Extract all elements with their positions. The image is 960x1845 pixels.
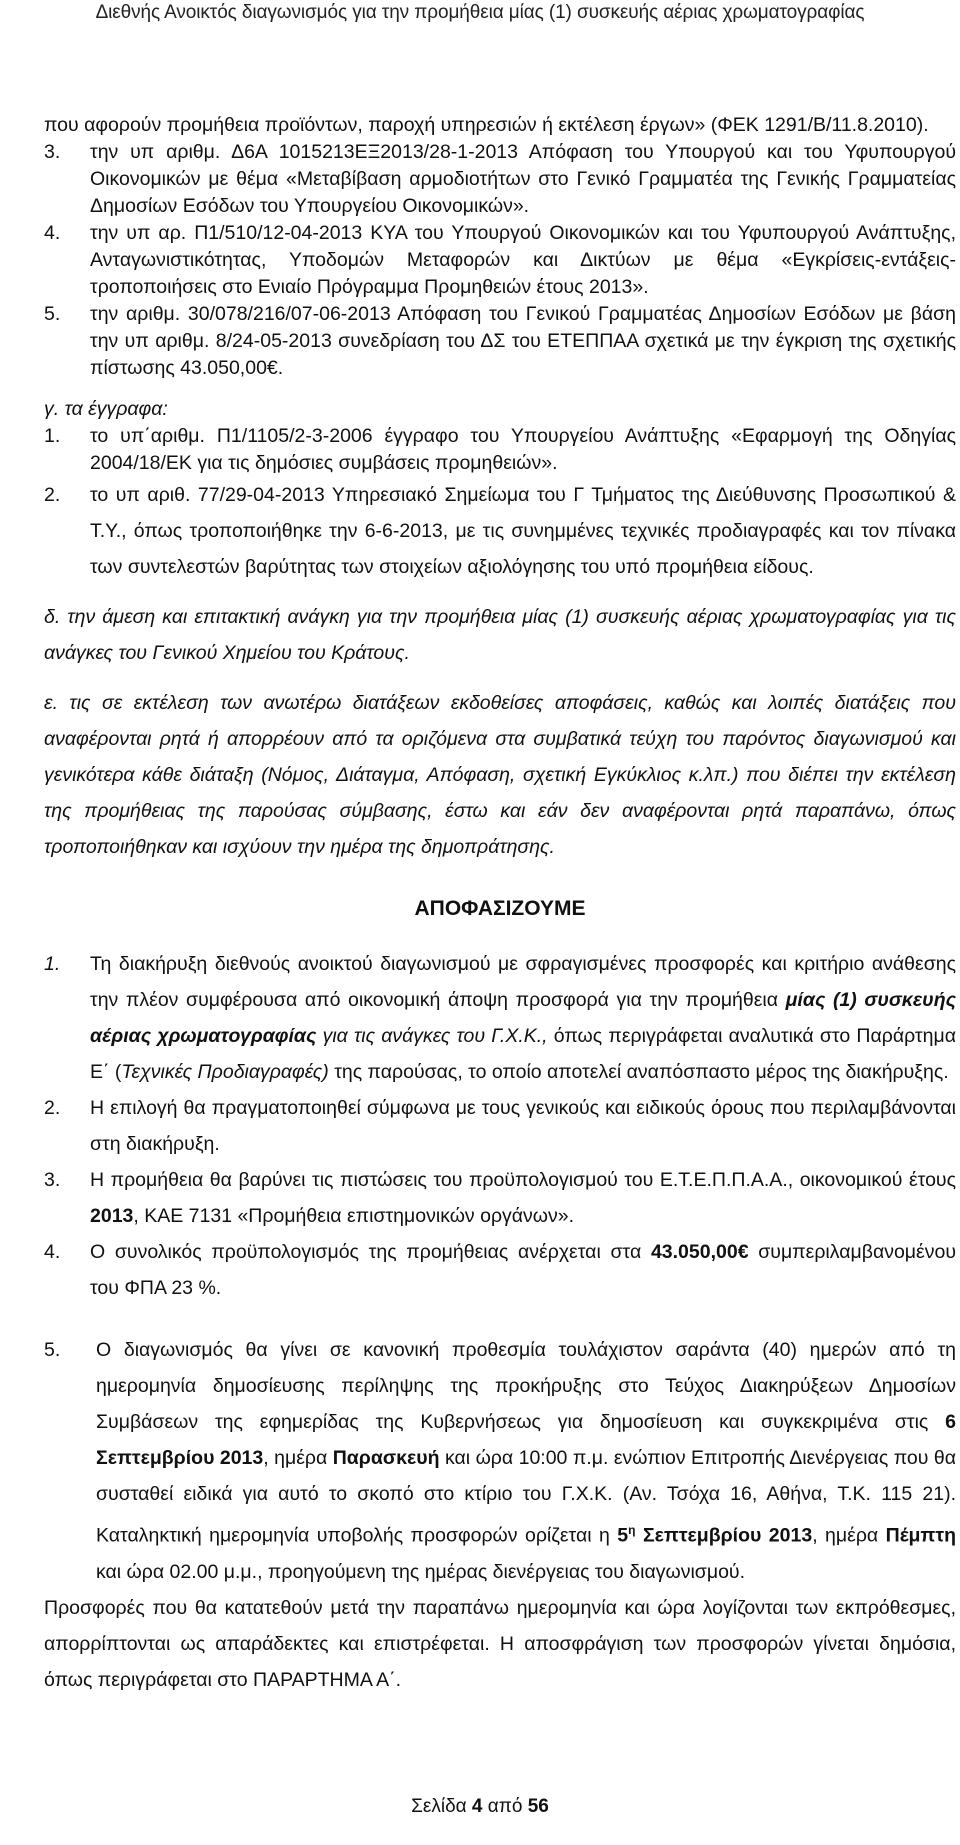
item-text: Η επιλογή θα πραγματοποιηθεί σύμφωνα με τους γενικούς και ειδικούς όρους που περιλαμβάνονται στη διακήρυξη. (90, 1097, 956, 1155)
item-number: 1. (44, 953, 61, 975)
document-header: Διεθνής Ανοικτός διαγωνισμός για την προμήθεια μίας (1) συσκευής αέριας χρωματογραφίας (95, 2, 865, 23)
decision-title: ΑΠΟΦΑΣΙΖΟΥΜΕ (414, 897, 586, 920)
item-number: 2. (44, 1097, 61, 1119)
item-text: το υπ αριθ. 77/29-04-2013 Υπηρεσιακό Σημείωμα του Γ Τμήματος της Διεύθυνσης Προσωπικού & Τ.Υ., όπως τροποποιήθηκε την 6-6-2013, με τις συνημμένες τεχνικές προδιαγραφές και τον πίνακα των συντελεστών βαρύτητας των στοιχείων αξιολόγησης του υπό προμήθεια είδους. (90, 484, 956, 578)
item-number: 3. (44, 141, 61, 163)
item-number: 5. (44, 1339, 61, 1361)
list-item (44, 139, 956, 220)
item-number: 4. (44, 222, 61, 244)
list-item (44, 301, 956, 382)
page-total: 56 (527, 1796, 549, 1817)
item-text: το υπ΄αριθμ. Π1/1105/2-3-2006 έγγραφο του Υπουργείου Ανάπτυξης «Εφαρμογή της Οδηγίας 2004/18/ΕΚ για τις δημόσιες συμβάσεις προμηθειών». (90, 425, 956, 474)
list-item (44, 477, 956, 585)
item-number: 2. (44, 484, 61, 506)
intro-continuation: που αφορούν προμήθεια προϊόντων, παροχή υπηρεσιών ή εκτέλεση έργων» (ΦΕΚ 1291/Β/11.8.2010). (44, 114, 929, 136)
item-text: Η προμήθεια θα βαρύνει τις πιστώσεις του προϋπολογισμού του Ε.Τ.Ε.Π.Π.Α.Α., οικονομικού έτους 2013, ΚΑΕ 7131 «Προμήθεια επιστημονικών οργάνων». (90, 1169, 956, 1227)
page-number: 4 (471, 1796, 483, 1817)
item-text: Ο διαγωνισμός θα γίνει σε κανονική προθεσμία τουλάχιστον σαράντα (40) ημερών από τη ημερομηνία δημοσίευσης περίληψης της προκήρυξης στο Τεύχος Διακηρύξεων Δημοσίων Συμβάσεων της εφημερίδας της Κυβερνήσεως για δημοσίευση και συγκεκριμένα στις 6 Σεπτεμβρίου 2013, ημέρα Παρασκευή και ώρα 10:00 π.μ. ενώπιον Επιτροπής Διενέργειας που θα συσταθεί ειδικά για αυτό το σκοπό στο κτίριο του Γ.Χ.Κ. (Αν. Τσόχα 16, Αθήνα, Τ.Κ. 115 21). Καταληκτική ημερομηνία υποβολής προσφορών ορίζεται η $5^\eta$ Σεπτεμβρίου 2013, ημέρα Πέμπτη και ώρα 02.00 μ.μ., προηγούμενη της ημέρας διενέργειας του διαγωνισμού. (96, 1339, 956, 1583)
decision-5-paragraph-2: Προσφορές που θα κατατεθούν μετά την παραπάνω ημερομηνία και ώρα λογίζονται των εκπρόθεσμες, απορρίπτονται ως απαράδεκτες και επιστρέφεται. Η αποσφράγιση των προσφορών γίνεται δημόσια, όπως περιγράφεται στο ΠΑΡΑΡΤΗΜΑ Α΄. (44, 1596, 956, 1691)
decision-item (44, 1332, 956, 1590)
item-text: την αριθμ. 30/078/216/07-06-2013 Απόφαση του Γενικού Γραμματέας Δημοσίων Εσόδων με βάση την υπ αριθμ. 8/24-05-2013 συνεδρίαση του ΔΣ του ΕΤΕΠΠΑΑ σχετικά με την έγκριση της σχετικής πίστωσης 43.050,00€. (90, 303, 956, 379)
document-body (44, 112, 956, 1698)
item-text: Τη διακήρυξη διεθνούς ανοικτού διαγωνισμού με σφραγισμένες προσφορές και κριτήριο ανάθεσης την πλέον συμφέρουσα από οικονομική άποψη προσφορά για την προμήθεια μίας (1) συσκευής αέριας χρωματογραφίας για τις ανάγκες του Γ.Χ.Κ., όπως περιγράφεται αναλυτικά στο Παράρτημα Ε΄ (Τεχνικές Προδιαγραφές) της παρούσας, το οποίο αποτελεί αναπόσπαστο μέρος της διακήρυξης. (90, 953, 956, 1083)
decision-item (44, 1234, 956, 1306)
item-number: 4. (44, 1241, 61, 1263)
section-d-paragraph: δ. την άμεση και επιτακτική ανάγκη για την προμήθεια μίας (1) συσκευής αέριας χρωματογραφίας για τις ανάγκες του Γενικού Χημείου του Κράτους. (44, 606, 956, 664)
list-item (44, 423, 956, 477)
section-c-heading: γ. τα έγγραφα: (44, 398, 168, 420)
list-item (44, 220, 956, 301)
item-text: την υπ αριθμ. Δ6Α 1015213ΕΞ2013/28-1-2013 Απόφαση του Υπουργού και του Υφυπουργού Οικονομικών με θέμα «Μεταβίβαση αρμοδιοτήτων στο Γενικό Γραμματέα της Γενικής Γραμματείας Δημοσίων Εσόδων του Υπουργείου Οικονομικών». (90, 141, 956, 217)
item-number: 5. (44, 303, 61, 325)
section-e-paragraph: ε. τις σε εκτέλεση των ανωτέρω διατάξεων εκδοθείσες αποφάσεις, καθώς και λοιπές διατάξεις που αναφέρονται ρητά ή απορρέουν από τα οριζόμενα στα συμβατικά τεύχη του παρόντος διαγωνισμού και γενικότερα κάθε διάταξη (Νόμος, Διάταγμα, Απόφαση, σχετική Εγκύκλιος κ.λπ.) που διέπει την εκτέλεση της προμήθειας της παρούσας σύμβασης, έστω και εάν δεν αναφέρονται ρητά παραπάνω, όπως τροποποιήθηκαν και ισχύουν την ημέρα της δημοπράτησης. (44, 692, 956, 858)
item-text: Ο συνολικός προϋπολογισμός της προμήθειας ανέρχεται στα 43.050,00€ συμπεριλαμβανομένου του ΦΠΑ 23 %. (90, 1241, 956, 1299)
item-text: την υπ αρ. Π1/510/12-04-2013 ΚΥΑ του Υπουργού Οικονομικών και του Υφυπουργού Ανάπτυξης, Ανταγωνιστικότητας, Υποδομών Μεταφορών και Δικτύων με θέμα «Εγκρίσεις-εντάξεις- τροποποιήσεις στο Ενιαίο Πρόγραμμα Προμηθειών έτους 2013». (90, 222, 956, 298)
item-number: 1. (44, 425, 61, 447)
decision-item (44, 946, 956, 1090)
decision-item (44, 1090, 956, 1162)
decision-item (44, 1162, 956, 1234)
item-number: 3. (44, 1169, 61, 1191)
page-footer: Σελίδα 4 από 56 (411, 1796, 549, 1817)
